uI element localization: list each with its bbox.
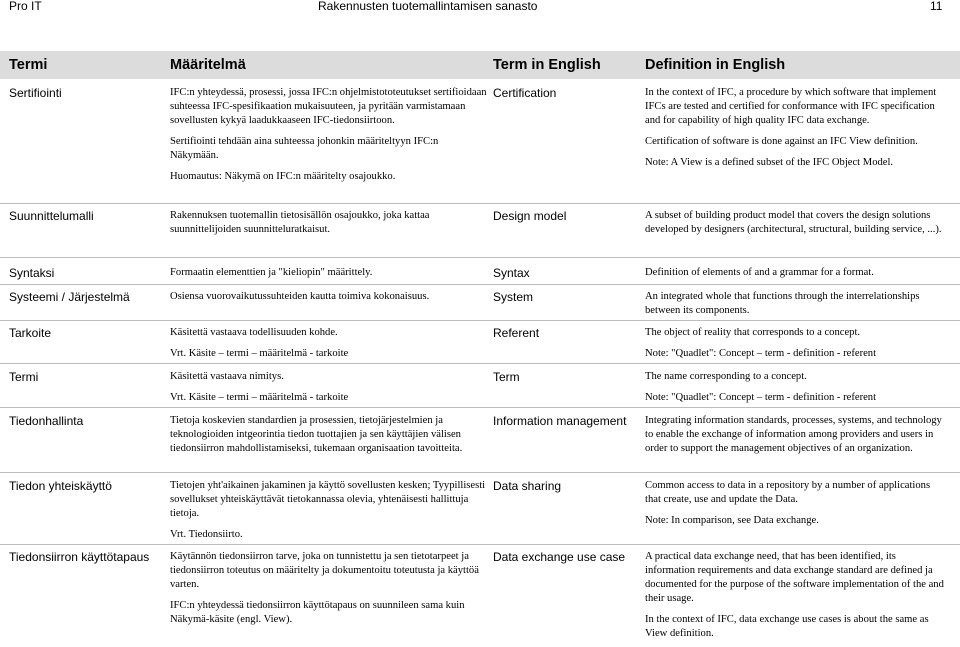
column-header-term: Termi [9,57,48,73]
row-term-en: Certification [493,86,557,100]
row-definition [170,326,488,361]
row-definition-en [645,414,945,456]
row-term-en: System [493,290,534,304]
page-header [0,0,960,16]
row-term: Systeemi / Järjestelmä [9,290,130,304]
definition-paragraph: Tietoja koskevien standardien ja prosessien, tietojärjestelmien ja teknologioiden intgeorintia tiedon tuottajien ja sen käyttäjien välisen tiedonsiirron mahdollistamiseksi, tukemaan organisaation tavoitteita. [170,415,463,454]
definition-paragraph: IFC:n yhteydessä, prosessi, jossa IFC:n ohjelmistototeutukset sertifioidaan suhteessa IFC-spesifikaation mukaisuuteen, ja pyritään varmistamaan sovellusten kykyä laadukkaaseen IFC-tiedonsiirtoon. [170,87,487,126]
definition-en-paragraph: Definition of elements of and a grammar for a format. [645,267,874,278]
row-definition-en [645,550,945,641]
row-term: Termi [9,370,39,384]
column-header-term-en: Term in English [493,57,601,73]
row-divider [0,320,960,321]
definition-paragraph: IFC:n yhteydessä tiedonsiirron käyttötapaus on suunnileen sama kuin Näkymä-käsite (engl. View). [170,600,465,625]
row-term-en: Design model [493,209,567,223]
header-left: Pro IT [9,0,42,13]
row-divider [0,203,960,204]
row-divider [0,407,960,408]
definition-en-paragraph: A practical data exchange need, that has been identified, its information requirements and data exchange standard are defined ja documented for the purpose of the software implementation of the and their usage. [645,551,944,604]
row-definition [170,290,488,304]
definition-en-paragraph: Integrating information standards, processes, systems, and technology to enable the exchange of information among providers and users in order to support the management objectives of an organization. [645,415,942,454]
definition-paragraph: Käsitettä vastaava nimitys. [170,371,284,382]
row-divider [0,284,960,285]
definition-en-paragraph: The name corresponding to a concept. [645,371,807,382]
definition-paragraph: Huomautus: Näkymä on IFC:n määritelty osajoukko. [170,171,396,182]
row-definition [170,86,488,184]
row-definition-en [645,479,945,528]
row-divider [0,472,960,473]
definition-en-paragraph: Note: In comparison, see Data exchange. [645,515,819,526]
row-divider [0,363,960,364]
row-definition-en [645,290,945,318]
definition-en-paragraph: In the context of IFC, data exchange use cases is about the same as View definition. [645,614,929,639]
definition-paragraph: Käsitettä vastaava todellisuuden kohde. [170,327,338,338]
table-header [0,51,960,79]
column-header-definition-en: Definition in English [645,57,786,73]
definition-paragraph: Tietojen yht'aikainen jakaminen ja käyttö sovellusten kesken; Tyypillisesti sovellukset yhteiskäyttävät tietokannassa olevia, yhtenäisesti hallittuja tietoja. [170,480,486,519]
row-term-en: Referent [493,326,540,340]
row-divider [0,257,960,258]
row-definition [170,266,488,280]
row-term: Tiedonsiirron käyttötapaus [9,550,150,564]
definition-en-paragraph: Certification of software is done against an IFC View definition. [645,136,918,147]
row-term-en: Syntax [493,266,530,280]
row-term: Tarkoite [9,326,52,340]
definition-en-paragraph: Common access to data in a repository by a number of applications that create, use and update the Data. [645,480,931,505]
definition-en-paragraph: Note: "Quadlet": Concept – term - definition - referent [645,392,877,403]
row-term-en: Information management [493,414,627,428]
row-divider [0,544,960,545]
definition-paragraph: Osiensa vuorovaikutussuhteiden kautta toimiva kokonaisuus. [170,291,430,302]
row-definition [170,209,488,237]
page-number: 11 [930,0,943,13]
header-title: Rakennusten tuotemallintamisen sanasto [318,0,538,13]
definition-paragraph: Formaatin elementtien ja "kieliopin" määrittely. [170,267,373,278]
definition-en-paragraph: Note: "Quadlet": Concept – term - definition - referent [645,348,877,359]
definition-paragraph: Käytännön tiedonsiirron tarve, joka on tunnistettu ja sen tietotarpeet ja tiedonsiirron toteutus on määritelty ja dokumentoitu toteutusta ja käyttöä varten. [170,551,479,590]
row-term: Sertifiointi [9,86,62,100]
column-header-definition: Määritelmä [170,57,246,73]
definition-paragraph: Vrt. Käsite – termi – määritelmä - tarkoite [170,348,349,359]
row-term-en: Term [493,370,520,384]
definition-en-paragraph: In the context of IFC, a procedure by which software that implement IFCs are tested and certified for conformance with IFC specification and for capability of high quality IFC data exchange. [645,87,937,126]
row-definition-en [645,86,945,170]
definition-paragraph: Rakennuksen tuotemallin tietosisällön osajoukko, joka kattaa suunnittelijoiden suunnitteluratkaisut. [170,210,430,235]
row-definition [170,370,488,405]
row-definition [170,479,488,542]
row-definition-en [645,209,945,237]
row-term-en: Data sharing [493,479,562,493]
row-term: Syntaksi [9,266,55,280]
definition-en-paragraph: A subset of building product model that covers the design solutions developed by designers (architectural, structural, building service, ...). [645,210,942,235]
definition-paragraph: Vrt. Käsite – termi – määritelmä - tarkoite [170,392,349,403]
row-term: Tiedon yhteiskäyttö [9,479,112,493]
row-definition-en [645,326,945,361]
row-definition [170,550,488,627]
definition-paragraph: Vrt. Tiedonsiirto. [170,529,243,540]
row-definition [170,414,488,456]
definition-en-paragraph: Note: A View is a defined subset of the IFC Object Model. [645,157,894,168]
row-term: Tiedonhallinta [9,414,84,428]
definition-en-paragraph: The object of reality that corresponds to a concept. [645,327,861,338]
definition-en-paragraph: An integrated whole that functions through the interrelationships between its components. [645,291,920,316]
row-term-en: Data exchange use case [493,550,626,564]
row-definition-en [645,266,945,280]
row-term: Suunnittelumalli [9,209,94,223]
definition-paragraph: Sertifiointi tehdään aina suhteessa johonkin määriteltyyn IFC:n Näkymään. [170,136,439,161]
row-definition-en [645,370,945,405]
